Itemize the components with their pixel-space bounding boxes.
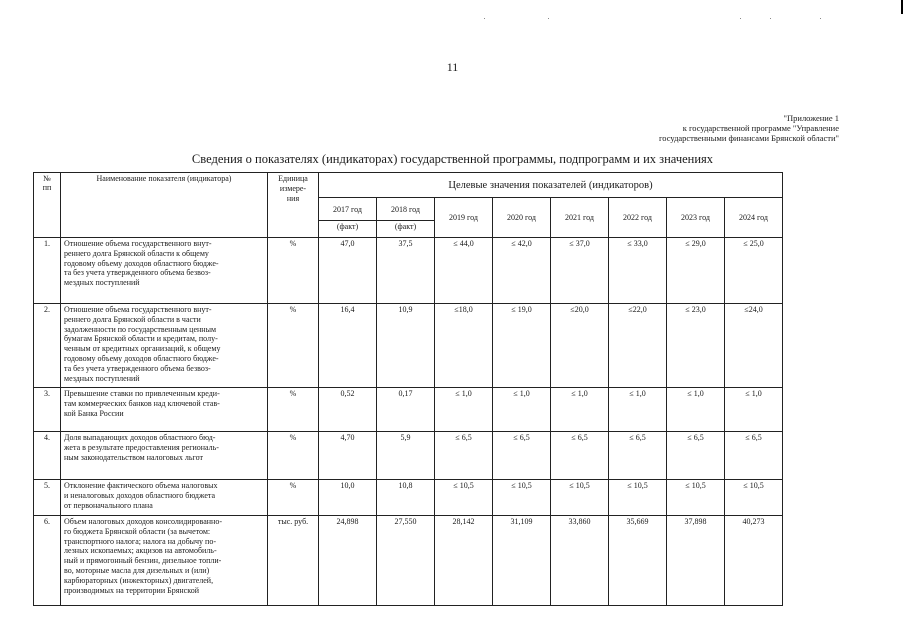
value-cell: ≤ 6,5 <box>493 432 551 480</box>
value-cell: 47,0 <box>319 238 377 304</box>
indicator-name: Отношение объема государственного внут- реннего долга Брянской области к общему годовому объему доходов областного бюдже- та без учета утвержденного объема безвоз- мездных поступлений <box>61 238 268 304</box>
value-cell: ≤ 42,0 <box>493 238 551 304</box>
value-cell: ≤ 6,5 <box>609 432 667 480</box>
value-cell: ≤ 6,5 <box>725 432 783 480</box>
value-cell: 0,17 <box>377 388 435 432</box>
year-cell: 2017 год <box>319 198 377 221</box>
value-cell: ≤ 33,0 <box>609 238 667 304</box>
value-cell: ≤ 1,0 <box>725 388 783 432</box>
header-name: Наименование показателя (индикатора) <box>61 173 268 238</box>
value-cell: ≤ 19,0 <box>493 304 551 388</box>
header-targets: Целевые значения показателей (индикаторов) <box>319 173 783 198</box>
unit-cell: % <box>268 304 319 388</box>
unit-cell: % <box>268 388 319 432</box>
appendix-line: государственными финансами Брянской области" <box>658 133 839 143</box>
value-cell: ≤24,0 <box>725 304 783 388</box>
fakt-cell: (факт) <box>377 221 435 238</box>
value-cell: 31,109 <box>493 516 551 606</box>
value-cell: ≤ 10,5 <box>551 480 609 516</box>
value-cell: ≤ 10,5 <box>725 480 783 516</box>
value-cell: 10,9 <box>377 304 435 388</box>
value-cell: 10,0 <box>319 480 377 516</box>
unit-cell: % <box>268 432 319 480</box>
value-cell: ≤ 1,0 <box>435 388 493 432</box>
table-row <box>34 238 783 304</box>
value-cell: 35,669 <box>609 516 667 606</box>
indicator-name: Доля выпадающих доходов областного бюд- жета в результате предоставления региональ- ным законодательством налоговых льгот <box>61 432 268 480</box>
header-num: № пп <box>34 173 61 238</box>
scan-edge-mark <box>901 0 903 14</box>
row-number: 3. <box>34 388 61 432</box>
value-cell: ≤ 10,5 <box>493 480 551 516</box>
value-cell: ≤ 29,0 <box>667 238 725 304</box>
value-cell: 16,4 <box>319 304 377 388</box>
value-cell: ≤ 6,5 <box>667 432 725 480</box>
appendix-line: к государственной программе "Управление <box>682 123 839 133</box>
appendix-note <box>659 113 839 143</box>
fakt-cell: (факт) <box>319 221 377 238</box>
value-cell: 27,550 <box>377 516 435 606</box>
scan-speck <box>548 18 549 19</box>
unit-cell: % <box>268 480 319 516</box>
value-cell: ≤ 1,0 <box>551 388 609 432</box>
scan-speck <box>820 18 821 19</box>
table-row <box>34 432 783 480</box>
value-cell: 37,5 <box>377 238 435 304</box>
header-unit: Единица измере- ния <box>268 173 319 238</box>
row-number: 2. <box>34 304 61 388</box>
document-title: Сведения о показателях (индикаторах) государственной программы, подпрограмм и их значениях <box>191 152 714 166</box>
value-cell: 33,860 <box>551 516 609 606</box>
row-number: 6. <box>34 516 61 606</box>
page-number: 11 <box>446 60 459 74</box>
year-cell: 2024 год <box>725 198 783 238</box>
value-cell: 28,142 <box>435 516 493 606</box>
indicator-name: Превышение ставки по привлеченным креди- там коммерческих банков над ключевой став- кой Банка России <box>61 388 268 432</box>
row-number: 5. <box>34 480 61 516</box>
year-cell: 2022 год <box>609 198 667 238</box>
value-cell: ≤ 1,0 <box>609 388 667 432</box>
indicators-table <box>33 172 783 606</box>
header-row <box>34 173 783 198</box>
value-cell: 4,70 <box>319 432 377 480</box>
indicator-name: Объем налоговых доходов консолидированно- го бюджета Брянской области (за вычетом: транспортного налога; налога на добычу по- лезных ископаемых; акцизов на автомобиль- ный и прямогонный бензин, дизельное топли- во, моторные масла для дизельных и (или) карбюраторных (инжекторных) двигателей, производимых на территории Брянской <box>61 516 268 606</box>
value-cell: ≤ 10,5 <box>667 480 725 516</box>
value-cell: 5,9 <box>377 432 435 480</box>
scan-speck <box>740 18 741 19</box>
value-cell: ≤ 6,5 <box>551 432 609 480</box>
value-cell: ≤ 6,5 <box>435 432 493 480</box>
value-cell: ≤20,0 <box>551 304 609 388</box>
value-cell: 10,8 <box>377 480 435 516</box>
indicator-name: Отклонение фактического объема налоговых и неналоговых доходов областного бюджета от первоначального плана <box>61 480 268 516</box>
year-cell: 2021 год <box>551 198 609 238</box>
value-cell: ≤ 10,5 <box>609 480 667 516</box>
value-cell: ≤ 23,0 <box>667 304 725 388</box>
table-row <box>34 480 783 516</box>
year-cell: 2023 год <box>667 198 725 238</box>
table-row <box>34 516 783 606</box>
unit-cell: % <box>268 238 319 304</box>
value-cell: 0,52 <box>319 388 377 432</box>
value-cell: ≤18,0 <box>435 304 493 388</box>
value-cell: ≤ 1,0 <box>493 388 551 432</box>
value-cell: ≤ 1,0 <box>667 388 725 432</box>
table-row <box>34 388 783 432</box>
scan-speck <box>484 18 485 19</box>
year-cell: 2019 год <box>435 198 493 238</box>
value-cell: ≤ 37,0 <box>551 238 609 304</box>
value-cell: 40,273 <box>725 516 783 606</box>
value-cell: ≤ 10,5 <box>435 480 493 516</box>
value-cell: ≤22,0 <box>609 304 667 388</box>
value-cell: 37,898 <box>667 516 725 606</box>
scan-speck <box>770 18 771 19</box>
year-cell: 2020 год <box>493 198 551 238</box>
value-cell: ≤ 25,0 <box>725 238 783 304</box>
indicator-name: Отношение объема государственного внут- реннего долга Брянской области в части задолженности по государственным ценным бумагам Брянской области и кредитам, полу- ченным от кредитных организаций, к общему годовому объему доходов областного бюдже- та без учета утвержденного объема безвоз- мездных поступлений <box>61 304 268 388</box>
appendix-line: "Приложение 1 <box>783 113 839 123</box>
table-body <box>34 173 783 606</box>
value-cell: 24,898 <box>319 516 377 606</box>
row-number: 1. <box>34 238 61 304</box>
value-cell: ≤ 44,0 <box>435 238 493 304</box>
unit-cell: тыс. руб. <box>268 516 319 606</box>
year-cell: 2018 год <box>377 198 435 221</box>
table-row <box>34 304 783 388</box>
row-number: 4. <box>34 432 61 480</box>
